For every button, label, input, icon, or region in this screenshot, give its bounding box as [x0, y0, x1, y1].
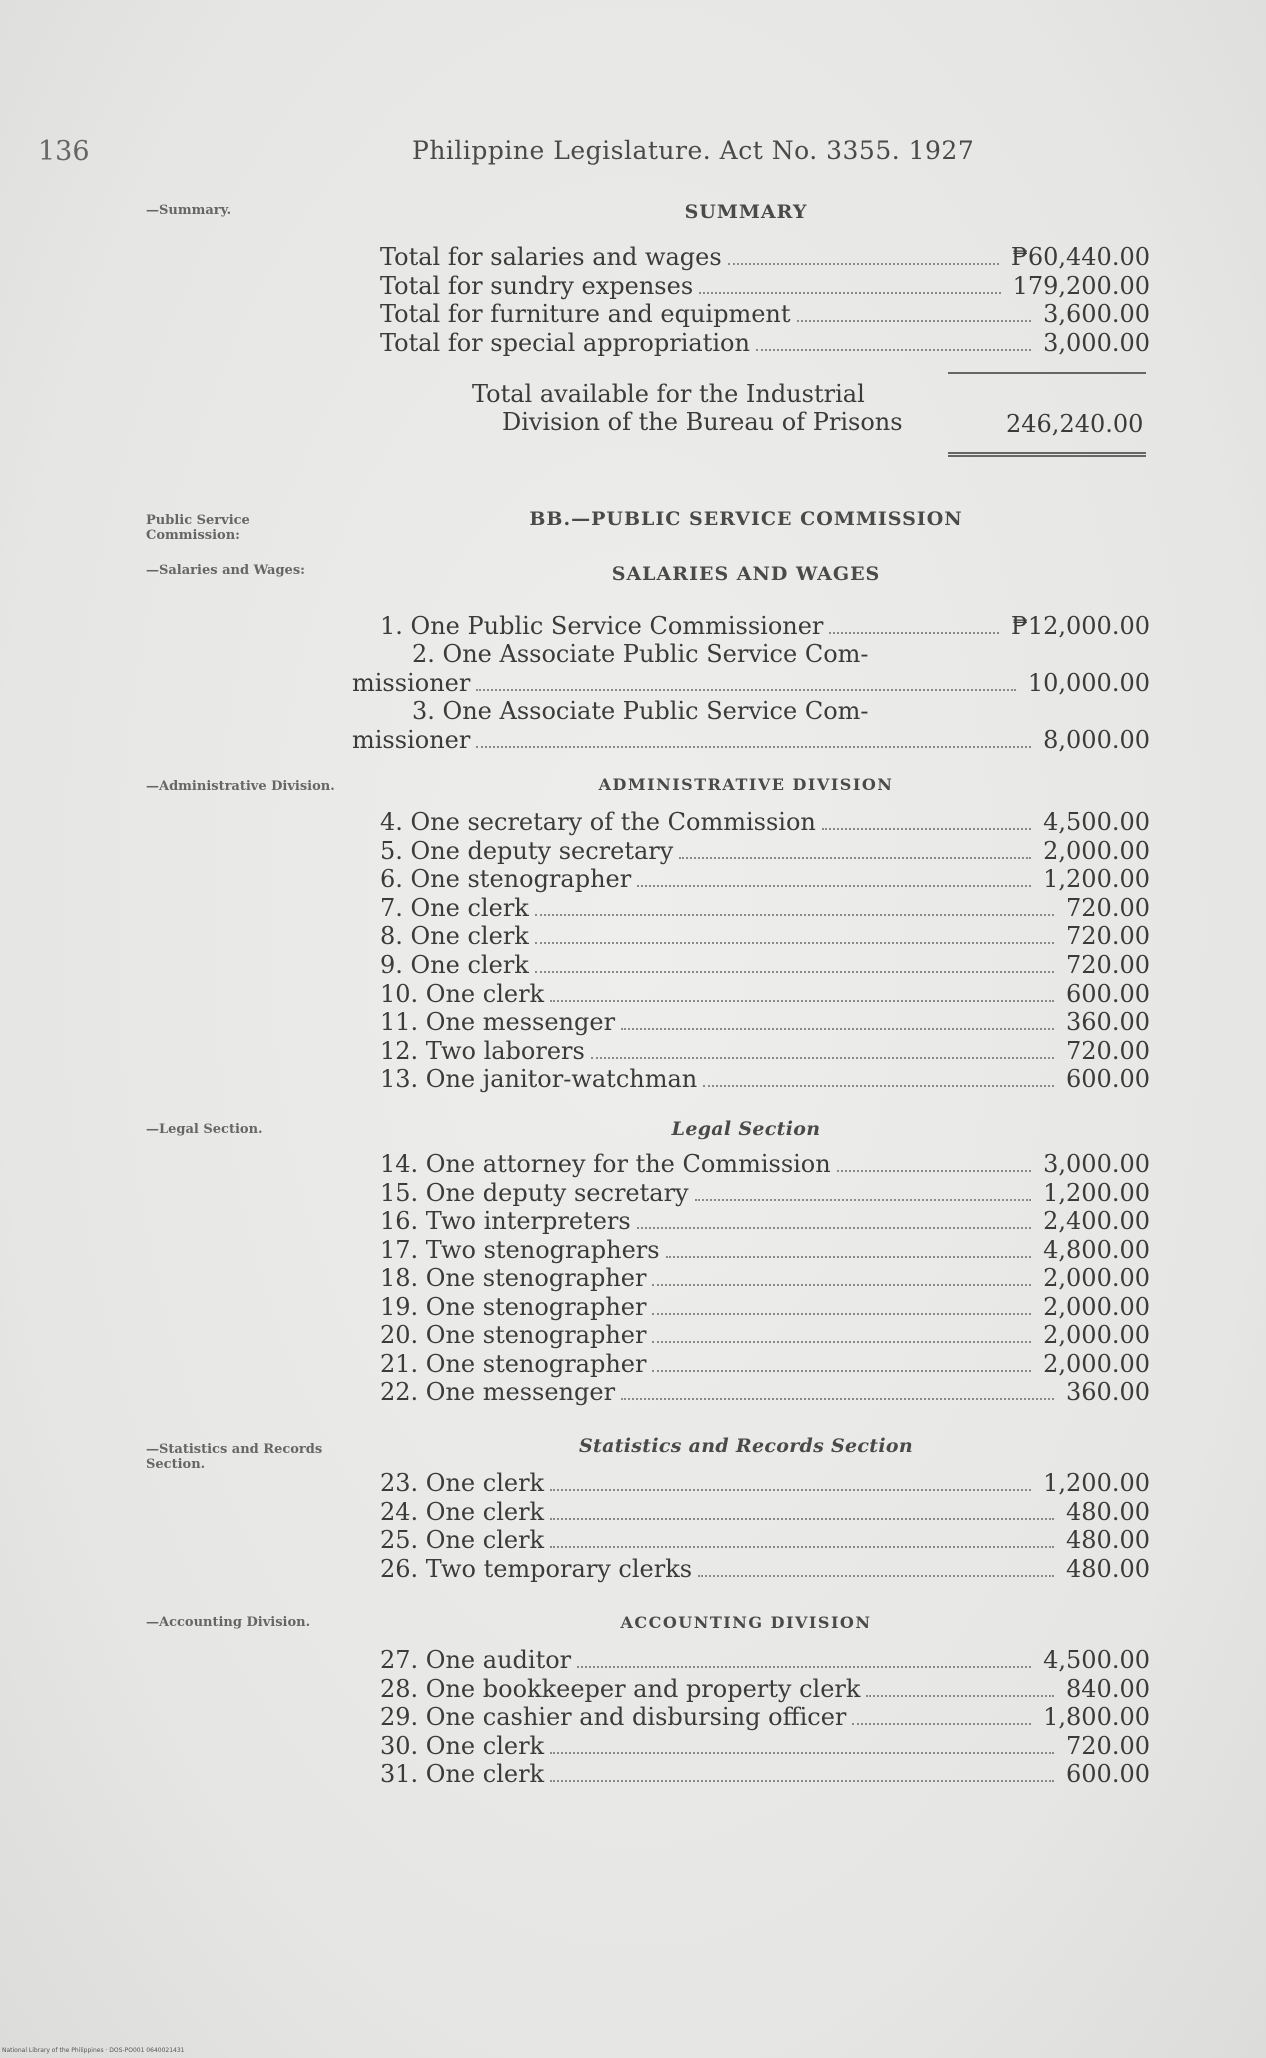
row-label: 1. One Public Service Commissioner — [380, 612, 824, 640]
table-row — [380, 1646, 1150, 1674]
leader-dots — [679, 841, 1031, 859]
row-label: 24. One clerk — [380, 1497, 545, 1526]
row-label: Total for salaries and wages — [380, 243, 722, 271]
margin-note-admin: —Administrative Division. — [146, 779, 335, 794]
table-row — [380, 1703, 1150, 1731]
row-label: Total for special appropriation — [380, 328, 750, 357]
row-amount: 179,200.00 — [1012, 271, 1150, 300]
scan-credit: National Library of the Philippines · DOS-PO001 0640021431 — [2, 2047, 185, 2054]
row-amount: 1,800.00 — [1043, 1703, 1150, 1731]
leader-dots — [698, 1559, 1054, 1577]
leader-dots — [550, 984, 1054, 1002]
summary-total-amount: 246,240.00 — [1006, 410, 1144, 438]
row-amount: 3,000.00 — [1043, 1150, 1150, 1178]
table-row — [380, 243, 1150, 271]
accounting-heading: ACCOUNTING DIVISION — [620, 1613, 872, 1632]
row-amount: 480.00 — [1066, 1554, 1150, 1583]
leader-dots — [637, 869, 1031, 887]
table-row — [380, 1150, 1150, 1178]
leader-dots — [728, 247, 999, 265]
leader-dots — [535, 926, 1054, 944]
margin-note-psc: Public Service Commission: — [146, 513, 250, 543]
salaries-heading: SALARIES AND WAGES — [611, 563, 881, 585]
leader-dots — [550, 1764, 1054, 1782]
row-amount: 600.00 — [1066, 979, 1150, 1008]
table-row — [380, 612, 1150, 640]
table-row — [380, 1321, 1150, 1349]
table-row — [380, 837, 1150, 865]
row-amount: 720.00 — [1066, 922, 1150, 951]
row-amount: 2,000.00 — [1043, 1264, 1150, 1292]
table-row — [380, 922, 1150, 950]
row-label: 27. One auditor — [380, 1646, 572, 1674]
table-row — [380, 329, 1150, 357]
stats-heading: Statistics and Records Section — [579, 1435, 913, 1457]
table-row — [380, 1207, 1150, 1235]
table-row — [380, 1179, 1150, 1207]
row-label: 15. One deputy secretary — [380, 1178, 689, 1207]
row-amount: 1,200.00 — [1043, 1178, 1150, 1207]
row-label: 30. One clerk — [380, 1731, 545, 1760]
row-label: 16. Two interpreters — [380, 1207, 631, 1235]
leader-dots — [535, 898, 1054, 916]
table-row — [380, 1037, 1150, 1065]
row-amount: 720.00 — [1066, 893, 1150, 922]
row-label: 4. One secretary of the Commission — [380, 808, 816, 836]
leader-dots — [621, 1382, 1054, 1400]
table-row — [380, 808, 1150, 836]
row-amount: 8,000.00 — [1043, 726, 1150, 754]
leader-dots — [852, 1707, 1031, 1725]
table-row — [352, 669, 1150, 697]
table-row — [380, 865, 1150, 893]
row-amount: 720.00 — [1066, 951, 1150, 979]
row-amount: 4,500.00 — [1043, 808, 1150, 836]
leader-dots — [637, 1211, 1031, 1229]
leader-dots — [652, 1325, 1031, 1343]
leader-dots — [695, 1183, 1031, 1201]
table-row — [380, 894, 1150, 922]
leader-dots — [550, 1502, 1054, 1520]
summary-rule — [948, 372, 1146, 374]
admin-heading: ADMINISTRATIVE DIVISION — [598, 775, 894, 794]
row-amount: 2,000.00 — [1043, 1321, 1150, 1349]
margin-note-stats: —Statistics and Records Section. — [146, 1442, 323, 1472]
row-amount: 2,000.00 — [1043, 836, 1150, 865]
row-label: missioner — [352, 726, 471, 754]
row-amount: 1,200.00 — [1043, 865, 1150, 894]
row-label: 7. One clerk — [380, 893, 529, 922]
row-amount: 3,600.00 — [1043, 300, 1150, 328]
leader-dots — [535, 955, 1054, 973]
margin-note-salaries: —Salaries and Wages: — [146, 563, 305, 578]
table-row — [380, 1675, 1150, 1703]
row-amount: ₱60,440.00 — [1010, 243, 1150, 271]
row-label: 5. One deputy secretary — [380, 836, 674, 865]
row-amount: 360.00 — [1066, 1378, 1150, 1406]
table-row — [380, 1008, 1150, 1036]
row-label: 11. One messenger — [380, 1008, 616, 1037]
table-row — [380, 951, 1150, 979]
margin-note-accounting: —Accounting Division. — [146, 1615, 311, 1630]
leader-dots — [476, 673, 1016, 691]
row-label: 10. One clerk — [380, 979, 545, 1008]
running-head: Philippine Legislature. Act No. 3355. 1927 — [412, 136, 975, 165]
row-label: 8. One clerk — [380, 922, 529, 951]
row-amount: 10,000.00 — [1027, 669, 1150, 697]
page-number: 136 — [38, 136, 90, 167]
margin-note-summary: —Summary. — [146, 203, 232, 218]
leader-dots — [577, 1650, 1031, 1668]
leader-dots — [822, 812, 1031, 830]
table-row — [380, 1498, 1150, 1526]
leader-dots — [756, 333, 1031, 351]
row-amount: 480.00 — [1066, 1497, 1150, 1526]
row-amount: 4,800.00 — [1043, 1235, 1150, 1264]
table-row — [380, 1350, 1150, 1378]
row-amount: 2,000.00 — [1043, 1349, 1150, 1378]
row-label: 22. One messenger — [380, 1378, 616, 1406]
table-row — [380, 1378, 1150, 1406]
row-label: 31. One clerk — [380, 1760, 545, 1788]
table-row — [380, 1293, 1150, 1321]
table-row — [380, 1236, 1150, 1264]
row-label: 26. Two temporary clerks — [380, 1554, 693, 1583]
row-label: 19. One stenographer — [380, 1292, 647, 1321]
row-label: 9. One clerk — [380, 951, 529, 979]
row-label: 6. One stenographer — [380, 865, 632, 894]
table-row — [380, 272, 1150, 300]
row3-line1: 3. One Associate Public Service Com- — [412, 697, 869, 725]
table-row — [380, 1264, 1150, 1292]
row-label: 28. One bookkeeper and property clerk — [380, 1674, 861, 1703]
leader-dots — [703, 1069, 1054, 1087]
psc-heading: BB.—PUBLIC SERVICE COMMISSION — [529, 508, 963, 530]
table-row — [380, 1760, 1150, 1788]
summary-double-rule — [948, 452, 1146, 457]
table-row — [380, 1526, 1150, 1554]
table-row — [380, 980, 1150, 1008]
summary-total-line1: Total available for the Industrial — [472, 380, 865, 408]
table-row — [380, 1732, 1150, 1760]
row-label: 23. One clerk — [380, 1469, 545, 1497]
row-amount: 720.00 — [1066, 1036, 1150, 1065]
row-label: 13. One janitor-watchman — [380, 1065, 698, 1094]
leader-dots — [699, 276, 1001, 294]
margin-note-legal: —Legal Section. — [146, 1122, 263, 1137]
table-row — [380, 1469, 1150, 1497]
table-row — [380, 300, 1150, 328]
leader-dots — [652, 1268, 1031, 1286]
leader-dots — [866, 1679, 1054, 1697]
row-label: 17. Two stenographers — [380, 1235, 660, 1264]
row-amount: 720.00 — [1066, 1731, 1150, 1760]
leader-dots — [837, 1154, 1031, 1172]
summary-heading: SUMMARY — [684, 201, 808, 223]
row-amount: 1,200.00 — [1043, 1469, 1150, 1497]
row-label: 12. Two laborers — [380, 1036, 585, 1065]
row-amount: 4,500.00 — [1043, 1646, 1150, 1674]
row-label: 18. One stenographer — [380, 1264, 647, 1292]
summary-total-line2: Division of the Bureau of Prisons — [502, 408, 903, 436]
leader-dots — [621, 1012, 1054, 1030]
row-label: Total for sundry expenses — [380, 271, 694, 300]
row-label: 29. One cashier and disbursing officer — [380, 1703, 847, 1731]
leader-dots — [652, 1297, 1031, 1315]
leader-dots — [591, 1041, 1054, 1059]
leader-dots — [550, 1473, 1031, 1491]
row-label: 25. One clerk — [380, 1526, 545, 1554]
row-amount: ₱12,000.00 — [1010, 612, 1150, 640]
leader-dots — [550, 1530, 1054, 1548]
row-amount: 480.00 — [1066, 1526, 1150, 1554]
row-amount: 2,400.00 — [1043, 1207, 1150, 1235]
table-row — [352, 726, 1150, 754]
leader-dots — [797, 304, 1031, 322]
legal-heading: Legal Section — [671, 1118, 821, 1140]
row-amount: 3,000.00 — [1043, 328, 1150, 357]
table-row — [380, 1065, 1150, 1093]
row-amount: 840.00 — [1066, 1674, 1150, 1703]
table-row — [380, 1555, 1150, 1583]
row-amount: 360.00 — [1066, 1008, 1150, 1037]
row-amount: 600.00 — [1066, 1760, 1150, 1788]
row-amount: 600.00 — [1066, 1065, 1150, 1094]
leader-dots — [476, 730, 1031, 748]
leader-dots — [652, 1354, 1031, 1372]
row-label: 20. One stenographer — [380, 1321, 647, 1349]
leader-dots — [829, 616, 999, 634]
leader-dots — [666, 1240, 1031, 1258]
leader-dots — [550, 1736, 1054, 1754]
row-amount: 2,000.00 — [1043, 1292, 1150, 1321]
row-label: Total for furniture and equipment — [380, 300, 791, 328]
row2-line1: 2. One Associate Public Service Com- — [412, 640, 869, 668]
row-label: 14. One attorney for the Commission — [380, 1150, 831, 1178]
row-label: missioner — [352, 669, 471, 697]
row-label: 21. One stenographer — [380, 1349, 647, 1378]
